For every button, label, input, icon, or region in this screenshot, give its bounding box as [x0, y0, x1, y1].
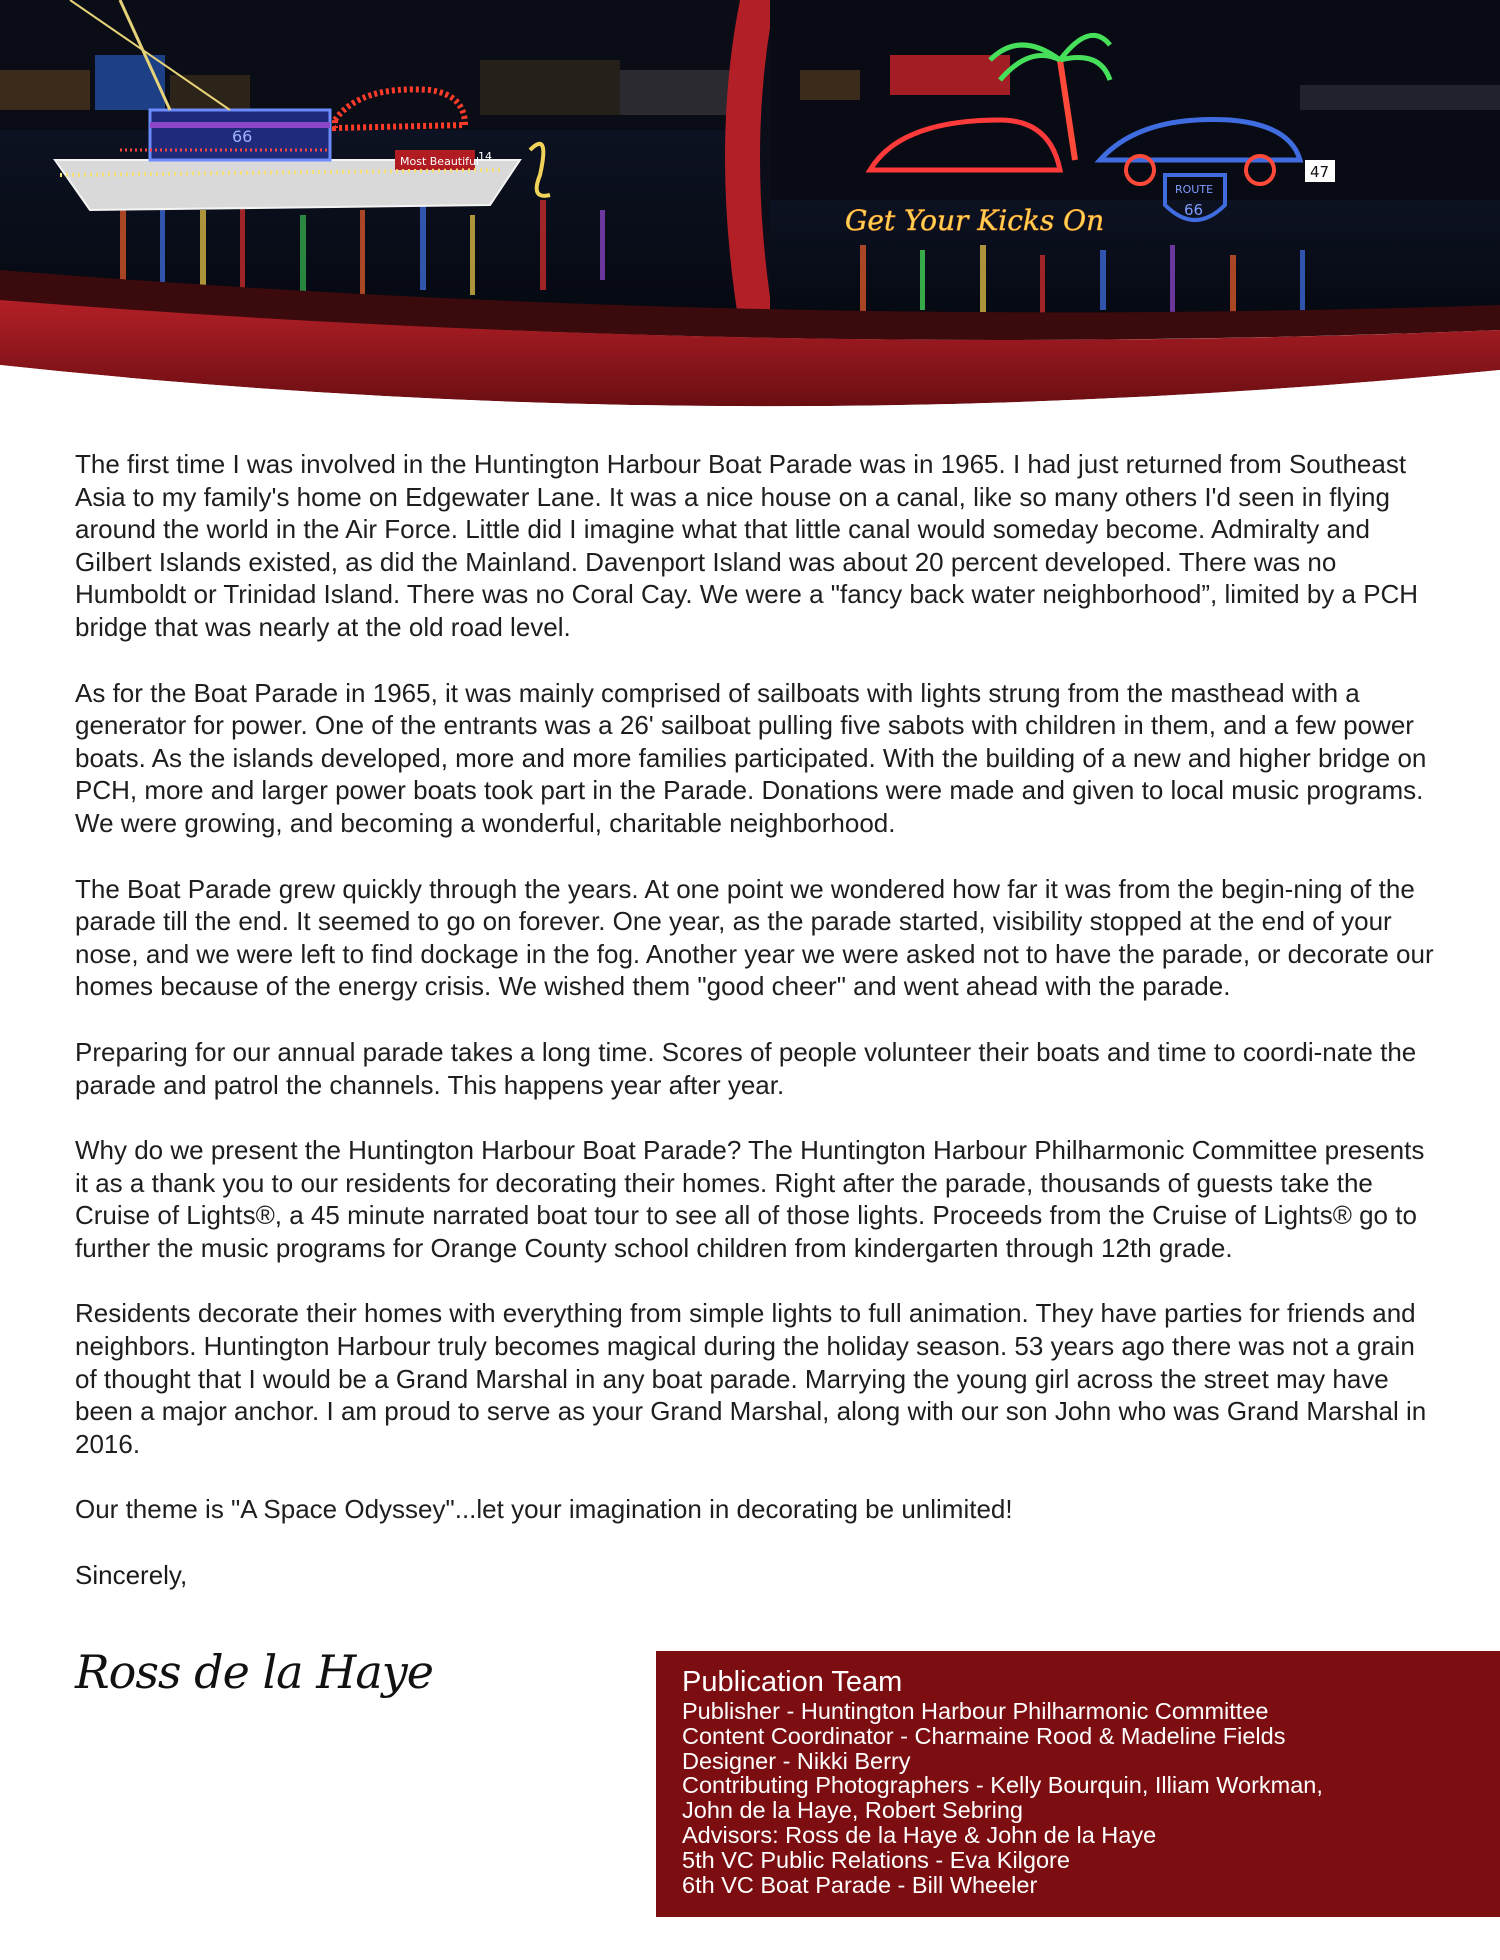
boat-banner-text: Most Beautiful	[400, 155, 480, 168]
letter-paragraph-3: The Boat Parade grew quickly through the years. At one point we wondered how far it was from the begin-ning of the parade till the end. It seemed to go on forever. One year, as the parade started, visibility stopped at the end of your nose, and we were left to find dockage in the fog. Another year we were asked not to have the parade, or decorate our homes because of the energy crisis. We wished them "good cheer" and went ahead with the parade.	[75, 873, 1434, 1002]
publication-team-box	[656, 1651, 1500, 1917]
closing-text: Sincerely,	[75, 1560, 188, 1591]
publication-team-line: Contributing Photographers - Kelly Bourquin, Illiam Workman,	[682, 1772, 1323, 1799]
letter-paragraph-6: Residents decorate their homes with everything from simple lights to full animation. They have parties for friends and neighbors. Huntington Harbour truly becomes magical during the holiday season. 53 years ago there was not a grain of thought that I would be a Grand Marshal in any boat parade. Marrying the young girl across the street may have been a major anchor. I am proud to serve as your Grand Marshal, along with our son John who was Grand Marshal in 2016.	[75, 1298, 1427, 1459]
svg-text:66: 66	[232, 127, 253, 146]
publication-team-line: 5th VC Public Relations - Eva Kilgore	[682, 1846, 1070, 1873]
letter-body	[75, 448, 1435, 1591]
right-boat-photo	[770, 0, 1500, 330]
publication-team-line: Advisors: Ross de la Haye & John de la Haye	[682, 1821, 1157, 1848]
publication-team-line: John de la Haye, Robert Sebring	[682, 1797, 1023, 1824]
left-boat-number: 14	[478, 150, 492, 163]
letter-paragraph-5: Why do we present the Huntington Harbour Boat Parade? The Huntington Harbour Philharmonic Committee presents it as a thank you to our residents for decorating their homes. Right after the parade, thousands of guests take the Cruise of Lights®, a 45 minute narrated boat tour to see all of those lights. Proceeds from the Cruise of Lights® go to further the music programs for Orange County school children from kindergarten through 12th grade.	[75, 1135, 1425, 1263]
publication-team-title: Publication Team	[682, 1666, 903, 1698]
letter-closing	[75, 1559, 1435, 1591]
publication-team-line: Publisher - Huntington Harbour Philharmonic Committee	[682, 1698, 1269, 1724]
letter-paragraph-7: Our theme is "A Space Odyssey"...let your imagination in decorating be unlimited!	[75, 1494, 1013, 1525]
letter-paragraph-4: Preparing for our annual parade takes a long time. Scores of people volunteer their boats and time to coordi-nate the parade and patrol the channels. This happens year after year.	[75, 1036, 1417, 1100]
right-boat-number: 47	[1310, 163, 1330, 181]
signature: Ross de la Haye	[75, 1645, 433, 1699]
publication-team-line: Designer - Nikki Berry	[682, 1747, 911, 1774]
route-shield-top: ROUTE	[1175, 183, 1214, 196]
header-illustration	[0, 0, 1500, 425]
route-shield-number: 66	[1184, 201, 1204, 219]
header-photo-band	[0, 0, 1500, 425]
letter-paragraph-2: As for the Boat Parade in 1965, it was mainly comprised of sailboats with lights strung from the masthead with a generator for power. One of the entrants was a 26' sailboat pulling five sabots with children in them, and a few power boats. As the islands developed, more and more families participated. With the building of a new and higher bridge on PCH, more and larger power boats took part in the Parade. Donations were made and given to local music programs. We were growing, and becoming a wonderful, charitable neighborhood.	[75, 677, 1427, 838]
neon-sign-text: Get Your Kicks On	[845, 204, 1105, 237]
publication-team-line: 6th VC Boat Parade - Bill Wheeler	[682, 1871, 1038, 1898]
publication-team-line: Content Coordinator - Charmaine Rood & Madeline Fields	[682, 1722, 1286, 1749]
letter-paragraph-1: The first time I was involved in the Huntington Harbour Boat Parade was in 1965. I had just returned from Southeast Asia to my family's home on Edgewater Lane. It was a nice house on a canal, like so many others I'd seen in flying around the world in the Air Force. Little did I imagine what that little canal would someday become. Admiralty and Gilbert Islands existed, as did the Mainland. Davenport Island was about 20 percent developed. There was no Humboldt or Trinidad Island. There was no Coral Cay. We were a "fancy back water neighborhood”, limited by a PCH bridge that was nearly at the old road level.	[75, 449, 1419, 642]
